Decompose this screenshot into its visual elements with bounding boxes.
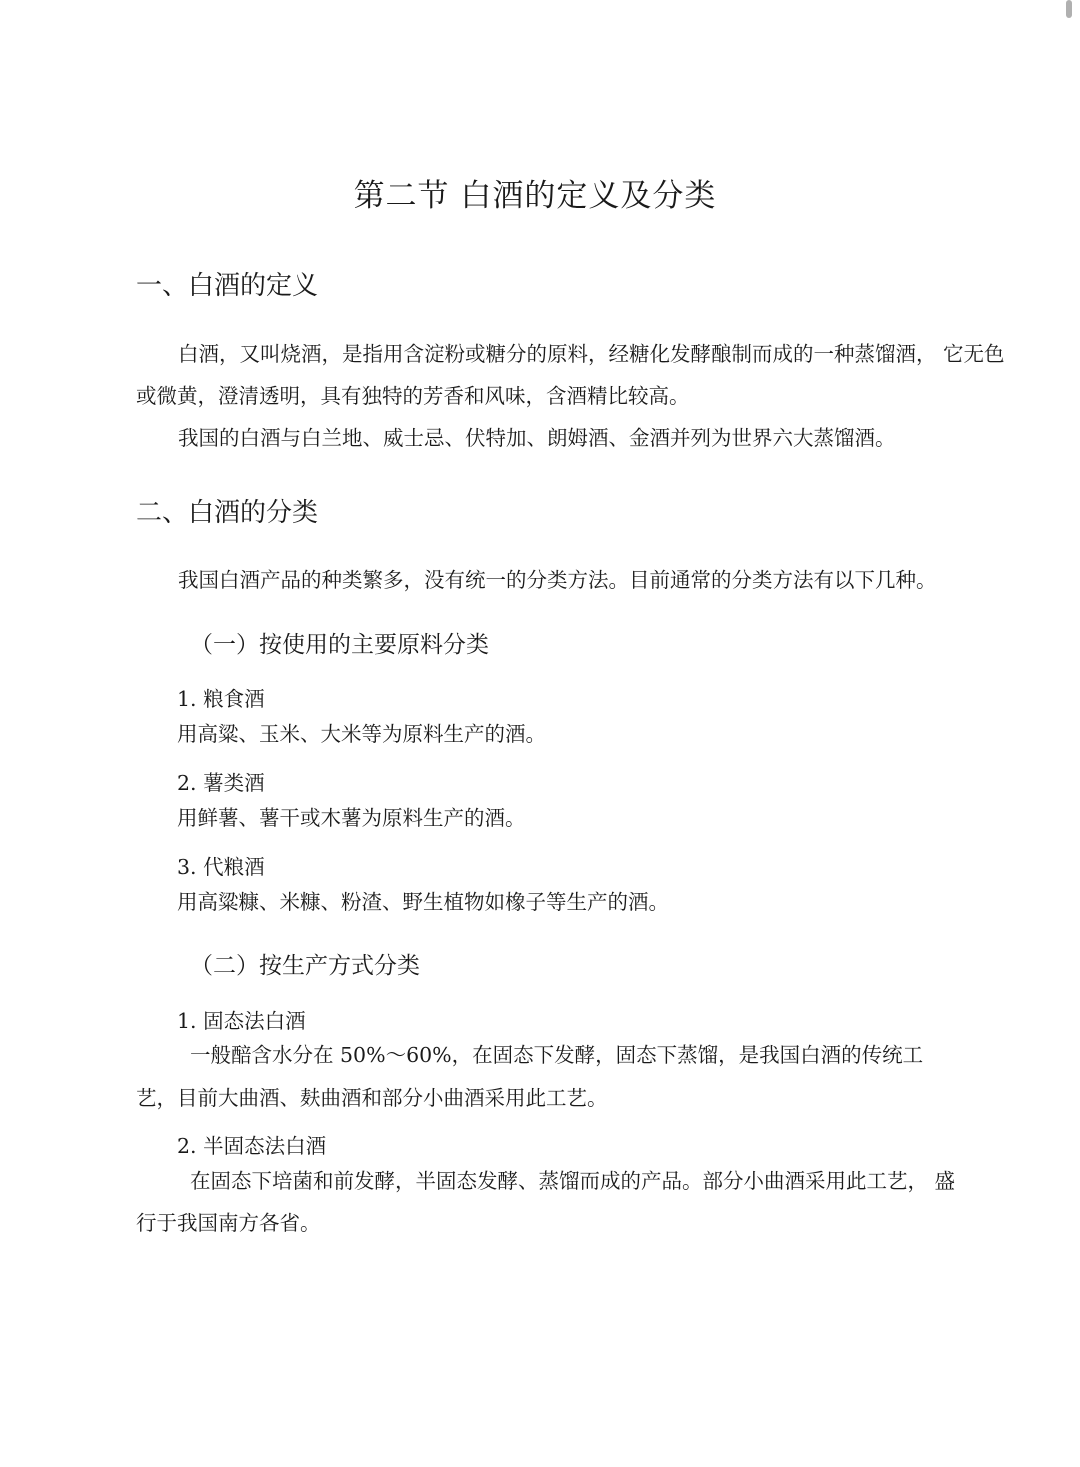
list-item-desc-line-1: 在固态下培菌和前发酵，半固态发酵、蒸馏而成的产品。部分小曲酒采用此工艺， 盛	[190, 1169, 956, 1193]
definition-paragraph-2: 我国的白酒与白兰地、威士忌、伏特加、朗姆酒、金酒并列为世界六大蒸馏酒。	[178, 426, 896, 450]
list-item-desc-line-2: 艺，目前大曲酒、麸曲酒和部分小曲酒采用此工艺。	[136, 1086, 608, 1110]
list-item-desc-line-1: 一般醅含水分在 50%～60%，在固态下发酵，固态下蒸馏，是我国白酒的传统工	[190, 1043, 924, 1067]
list-item-label: 2. 半固态法白酒	[177, 1134, 327, 1158]
page-title: 第二节 白酒的定义及分类	[353, 178, 717, 214]
list-item-desc: 用鲜薯、薯干或木薯为原料生产的酒。	[177, 806, 526, 830]
list-item-label: 2. 薯类酒	[177, 771, 265, 795]
classification-intro: 我国白酒产品的种类繁多，没有统一的分类方法。目前通常的分类方法有以下几种。	[178, 568, 937, 592]
list-item-label: 1. 粮食酒	[177, 687, 265, 711]
section-heading-definition: 一、白酒的定义	[136, 271, 319, 301]
list-item-desc: 用高粱糠、米糠、粉渣、野生植物如橡子等生产的酒。	[177, 890, 669, 914]
list-item-label: 1. 固态法白酒	[177, 1009, 306, 1033]
definition-paragraph-line-1: 白酒，又叫烧酒，是指用含淀粉或糖分的原料，经糖化发酵酿制而成的一种蒸馏酒， 它无色	[178, 342, 1005, 366]
list-item-desc-line-2: 行于我国南方各省。	[136, 1211, 321, 1235]
subsection-heading-production-method: （二）按生产方式分类	[190, 953, 420, 979]
scrollbar-thumb[interactable]	[1066, 0, 1072, 18]
definition-paragraph-line-2: 或微黄，澄清透明，具有独特的芳香和风味，含酒精比较高。	[136, 384, 690, 408]
list-item-label: 3. 代粮酒	[177, 855, 265, 879]
list-item-desc: 用高粱、玉米、大米等为原料生产的酒。	[177, 722, 546, 746]
section-heading-classification: 二、白酒的分类	[136, 498, 319, 528]
subsection-heading-raw-material: （一）按使用的主要原料分类	[190, 632, 489, 658]
